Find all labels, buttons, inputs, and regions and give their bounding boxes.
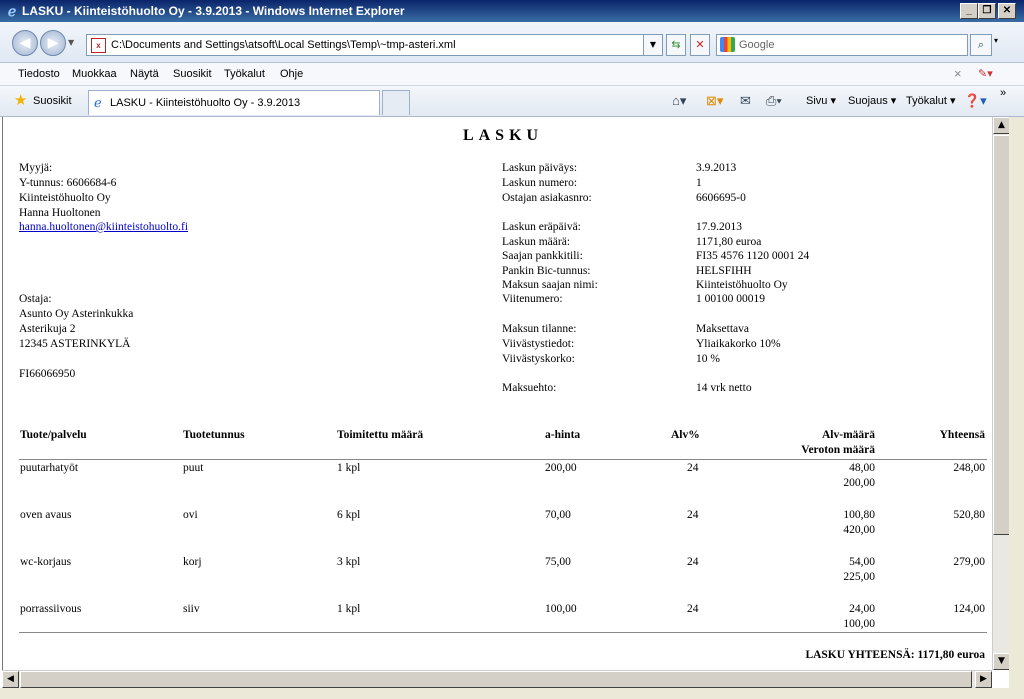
detail-label: Viivästyskorko: [502,353,575,365]
history-dropdown-icon[interactable]: ▼ [68,38,75,47]
detail-label: Viitenumero: [502,293,563,305]
tools-menu[interactable]: Työkalut ▾ [906,95,956,107]
vertical-scroll-thumb[interactable] [993,135,1010,535]
detail-value: 10 % [696,353,720,365]
address-url: C:\Documents and Settings\atsoft\Local Settings\Temp\~tmp-asteri.xml [111,39,456,51]
cell-total: 279,00 [953,556,985,568]
cell-net: 200,00 [843,477,875,489]
cell-code: siiv [183,603,200,615]
cell-vat-amount: 100,80 [843,509,875,521]
toolbar-addon-icon[interactable]: ✎▾ [978,68,993,80]
window-frame [1009,117,1024,688]
search-placeholder: Google [739,39,775,51]
detail-label: Laskun numero: [502,177,578,189]
detail-value: 6606695-0 [696,192,746,204]
cell-price: 75,00 [545,556,571,568]
cell-qty: 3 kpl [337,556,361,568]
status-bar [0,688,1024,699]
menu-favorites[interactable]: Suosikit [173,68,212,80]
cell-qty: 1 kpl [337,603,361,615]
menu-tools[interactable]: Työkalut [224,68,265,80]
xml-page-icon: x [91,38,106,53]
buyer-city: 12345 ASTERINKYLÄ [19,338,131,350]
chevron-more-icon[interactable]: » [1000,87,1007,99]
cell-vat-pct: 24 [687,462,699,474]
minimize-button[interactable]: _ [960,3,978,19]
detail-value: 1 [696,177,702,189]
grand-total: LASKU YHTEENSÄ: 1171,80 euroa [805,649,985,661]
ie-page-icon: ℯ [94,95,102,110]
help-icon[interactable]: ❓▾ [964,93,987,108]
cell-total: 248,00 [953,462,985,474]
cell-code: korj [183,556,202,568]
col-header-total: Yhteensä [939,429,985,441]
ie-logo-icon: ℯ [7,3,17,19]
detail-value: Yliaikakorko 10% [696,338,781,350]
detail-value: FI35 4576 1120 0001 24 [696,250,810,262]
cell-total: 520,80 [953,509,985,521]
new-tab-button[interactable] [382,90,410,115]
address-field[interactable] [86,34,663,56]
detail-value: 1 00100 00019 [696,293,765,305]
scroll-up-icon[interactable]: ▲ [993,117,1010,134]
detail-label: Maksuehto: [502,382,557,394]
col-header-price: a-hinta [545,429,581,441]
cell-vat-amount: 54,00 [849,556,875,568]
search-icon[interactable]: ⌕ [970,34,992,56]
cell-code: puut [183,462,204,474]
buyer-street: Asterikuja 2 [19,323,76,335]
detail-label: Laskun päiväys: [502,162,578,174]
detail-value: 17.9.2013 [696,221,742,233]
forward-button[interactable]: ▶ [40,30,66,56]
page-content [2,117,993,670]
horizontal-scroll-thumb[interactable] [20,671,972,688]
detail-label: Pankin Bic-tunnus: [502,265,591,277]
detail-label: Saajan pankkitili: [502,250,583,262]
cell-product: porrassiivous [20,603,82,615]
address-dropdown-icon[interactable]: ▼ [643,34,663,56]
tab-active[interactable] [88,90,380,115]
table-header-divider [19,459,987,460]
refresh-icon[interactable]: ⇆ [666,34,686,56]
detail-value: 3.9.2013 [696,162,737,174]
menu-bar [0,63,1024,86]
cell-qty: 1 kpl [337,462,361,474]
scroll-down-icon[interactable]: ▼ [993,653,1010,670]
col-header-product: Tuote/palvelu [20,429,87,441]
cell-total: 124,00 [953,603,985,615]
tab-title: LASKU - Kiinteistöhuolto Oy - 3.9.2013 [110,97,301,109]
invoice-title: LASKU [462,127,544,144]
cell-product: wc-korjaus [20,556,72,568]
buyer-label: Ostaja: [19,293,52,305]
detail-value: HELSFIHH [696,265,752,277]
detail-value: 14 vrk netto [696,382,752,394]
cell-vat-amount: 48,00 [849,462,875,474]
menu-view[interactable]: Näytä [130,68,159,80]
detail-value: Maksettava [696,323,750,335]
favorites-bar [0,86,1024,117]
menu-file[interactable]: Tiedosto [18,68,60,80]
page-menu[interactable]: Sivu ▾ [806,95,836,107]
cell-qty: 6 kpl [337,509,361,521]
detail-value: Kiinteistöhuolto Oy [696,279,788,291]
seller-contact: Hanna Huoltonen [19,207,101,219]
detail-value: 1171,80 euroa [696,236,762,248]
cell-code: ovi [183,509,198,521]
print-icon[interactable]: ⎙▾ [766,93,782,108]
cell-vat-pct: 24 [687,556,699,568]
google-icon [720,37,735,52]
seller-business-id: Y-tunnus: 6606684-6 [19,177,117,189]
horizontal-scrollbar[interactable] [2,670,992,688]
seller-company: Kiinteistöhuolto Oy [19,192,111,204]
cell-price: 100,00 [545,603,577,615]
scroll-left-icon[interactable]: ◀ [2,671,19,688]
detail-label: Viivästystiedot: [502,338,575,350]
col-header-code: Tuotetunnus [183,429,245,441]
cell-price: 200,00 [545,462,577,474]
buyer-name: Asunto Oy Asterinkukka [19,308,134,320]
vertical-scrollbar[interactable] [992,117,1010,670]
close-button[interactable]: ✕ [998,3,1016,19]
cell-vat-pct: 24 [687,603,699,615]
cell-vat-amount: 24,00 [849,603,875,615]
maximize-button[interactable]: ❐ [978,3,996,19]
address-toolbar [0,22,1024,63]
cell-product: puutarhatyöt [20,462,79,474]
search-input[interactable] [716,34,968,56]
col-header-net: Veroton määrä [801,444,875,456]
menu-edit[interactable]: Muokkaa [72,68,117,80]
home-icon[interactable]: ⌂▾ [672,93,687,108]
favorites-button[interactable]: Suosikit [33,95,72,107]
detail-label: Laskun eräpäivä: [502,221,581,233]
window-title: LASKU - Kiinteistöhuolto Oy - 3.9.2013 - Windows Internet Explorer [22,4,405,18]
favorites-star-icon[interactable]: ★ [14,92,28,109]
cell-vat-pct: 24 [687,509,699,521]
scroll-right-icon[interactable]: ▶ [975,671,992,688]
detail-label: Maksun tilanne: [502,323,577,335]
col-header-qty: Toimitettu määrä [337,429,424,441]
cell-net: 225,00 [843,571,875,583]
back-button[interactable]: ◀ [12,30,38,56]
window-title-bar [0,0,1024,22]
buyer-vat-id: FI66066950 [19,368,76,380]
seller-email-link[interactable]: hanna.huoltonen@kiinteistohuolto.fi [19,221,189,233]
col-header-vat-amount: Alv-määrä [821,429,875,441]
mail-icon[interactable]: ✉ [740,93,751,108]
seller-label: Myyjä: [19,162,53,174]
search-options-icon[interactable]: ▾ [994,36,999,45]
stop-icon[interactable]: ✕ [690,34,710,56]
table-footer-divider [19,632,987,633]
detail-label: Ostajan asiakasnro: [502,192,592,204]
cell-product: oven avaus [20,509,72,521]
detail-label: Laskun määrä: [502,236,571,248]
safety-menu[interactable]: Suojaus ▾ [848,95,897,107]
cell-net: 420,00 [843,524,875,536]
cell-net: 100,00 [843,618,875,630]
close-toolbar-icon[interactable]: × [954,66,962,81]
menu-help[interactable]: Ohje [280,68,304,80]
col-header-vat-pct: Alv% [671,429,700,441]
cell-price: 70,00 [545,509,571,521]
feeds-icon[interactable]: ⊠▾ [706,93,724,108]
detail-label: Maksun saajan nimi: [502,279,598,291]
